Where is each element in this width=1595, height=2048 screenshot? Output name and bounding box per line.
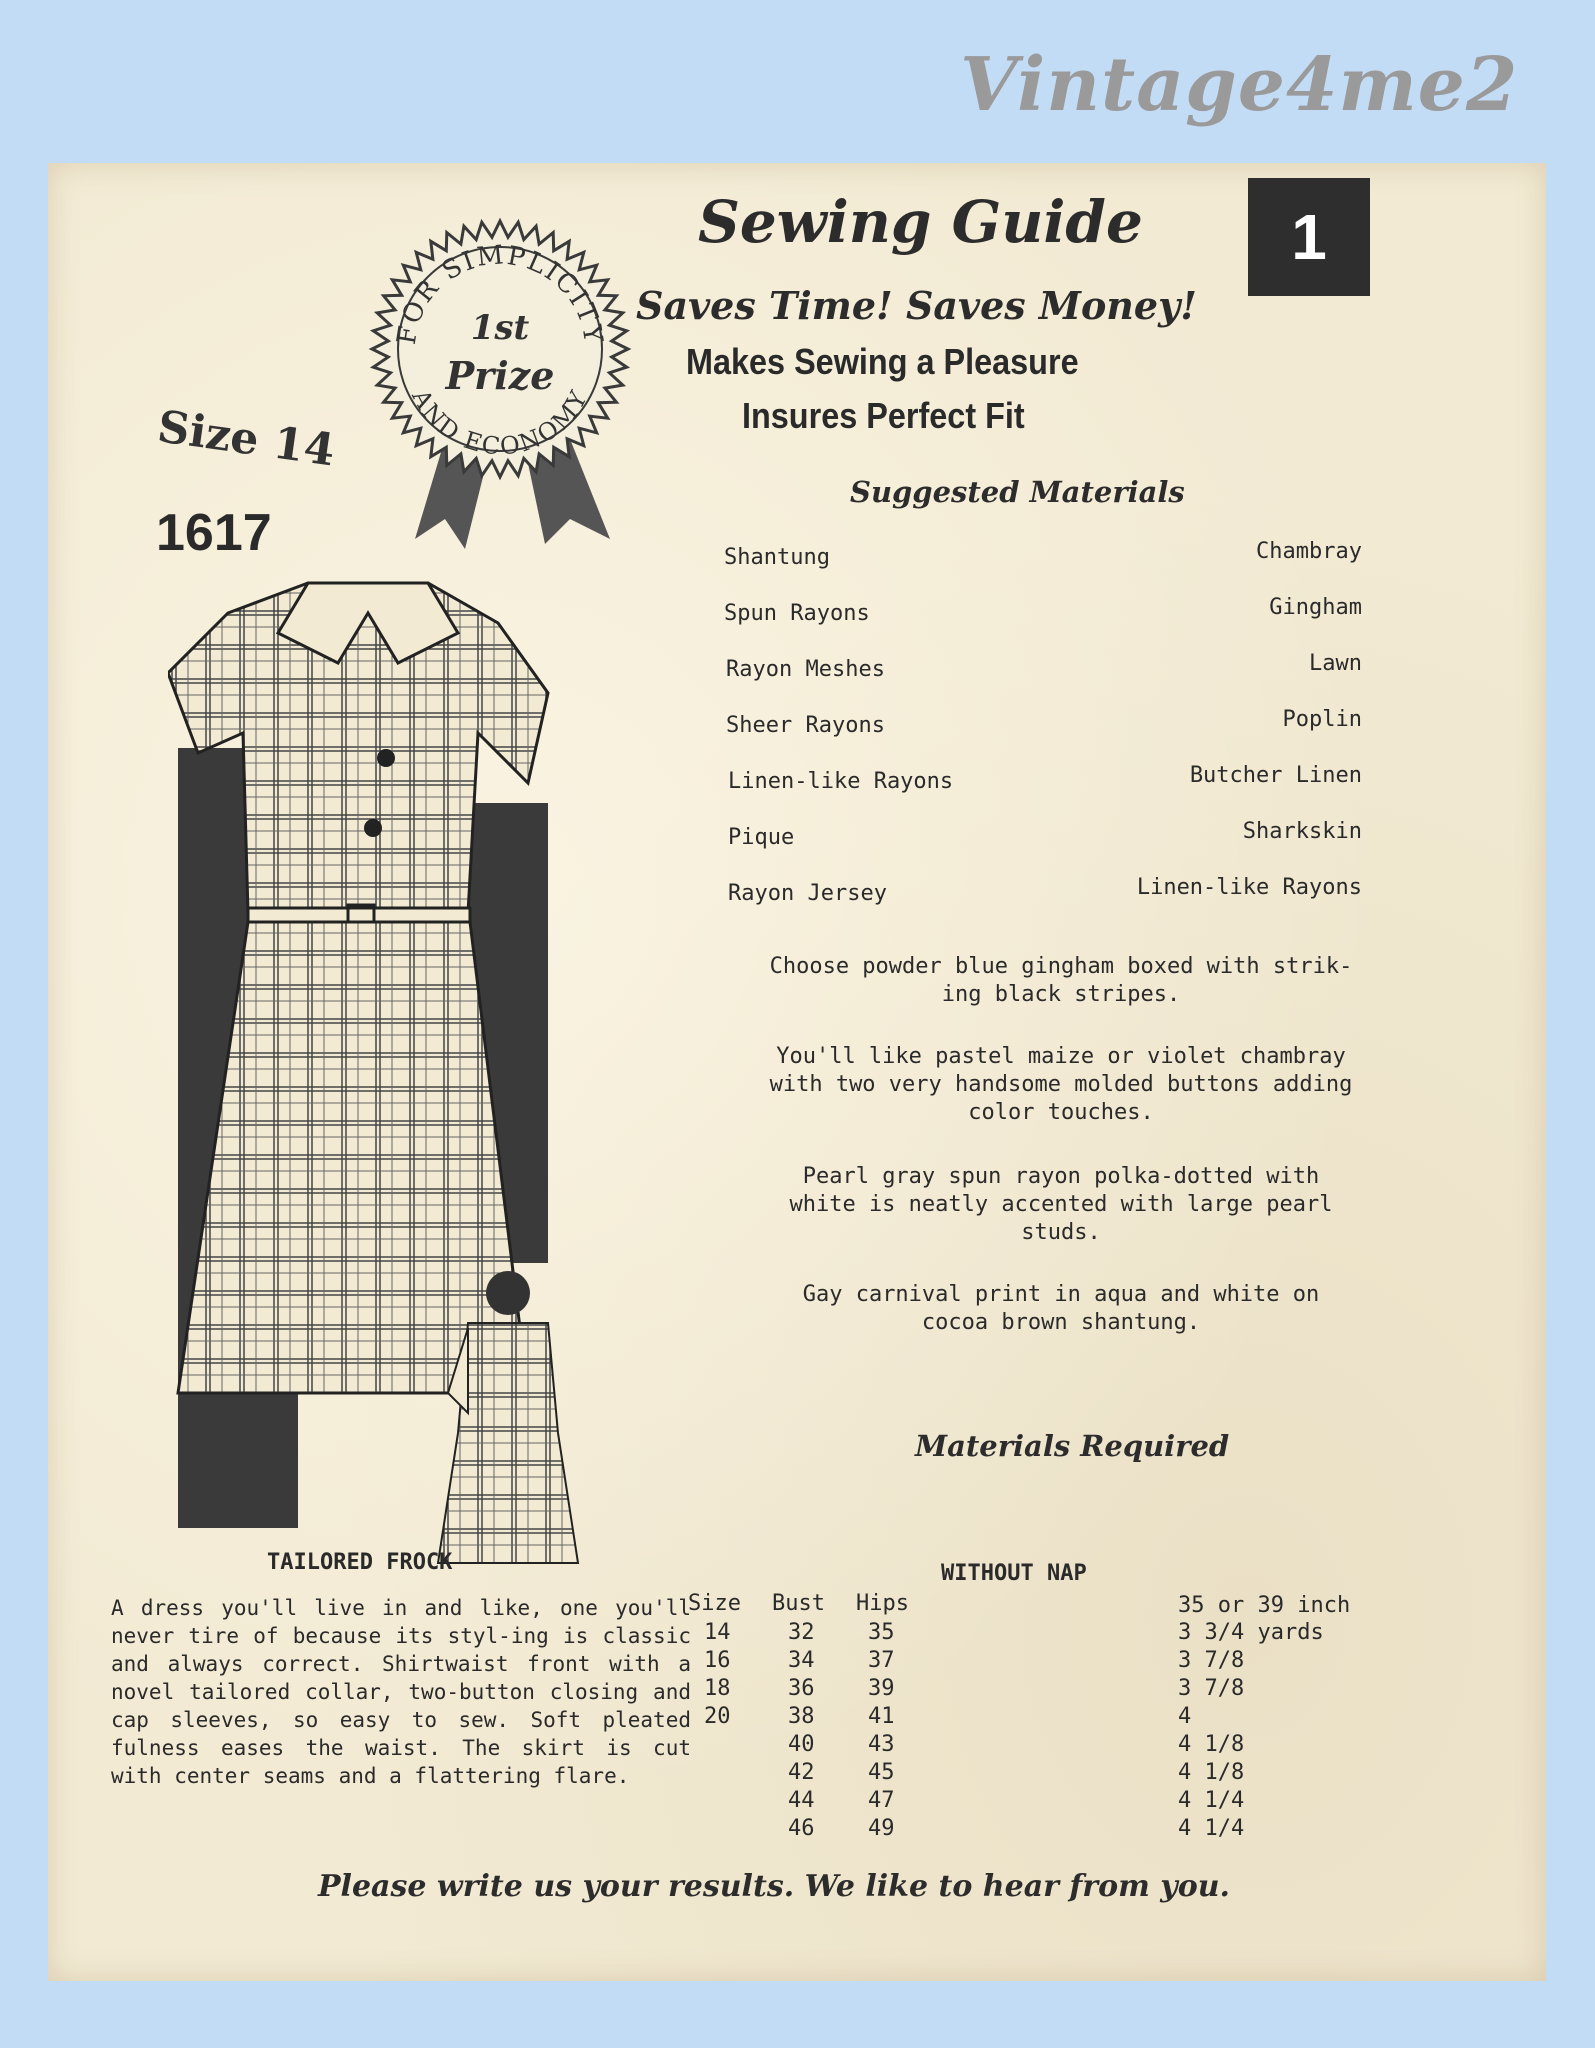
tagline: Saves Time! Saves Money! [636, 283, 1197, 328]
seal-prize-line1: 1st [470, 308, 530, 348]
award-seal-icon [330, 199, 670, 579]
col-header-hips: Hips [856, 1591, 909, 1616]
cell-hips: 37 [868, 1648, 895, 1673]
cell-bust: 44 [788, 1788, 815, 1813]
material-right-2: Gingham [1269, 595, 1362, 620]
sewing-guide-page [48, 163, 1546, 1981]
material-left-1: Shantung [724, 545, 830, 570]
material-left-2: Spun Rayons [724, 601, 870, 626]
seal-bottom-text: AND ECONOMY [406, 384, 594, 461]
materials-table [688, 1619, 1428, 1843]
cell-size: 16 [704, 1648, 731, 1673]
material-left-6: Pique [728, 825, 795, 850]
cell-hips: 41 [868, 1704, 895, 1729]
suggestion-3: Pearl gray spun rayon polka-dotted with white is neatly accented with large pearl studs. [789, 1164, 1333, 1245]
cell-hips: 39 [868, 1676, 895, 1701]
footer-note: Please write us your results. We like to hear from you. [318, 1869, 1230, 1904]
cell-yards: 4 1/4 [1178, 1816, 1245, 1841]
material-right-1: Chambray [1256, 539, 1362, 564]
description-heading: TAILORED FROCK [267, 1550, 453, 1575]
cell-yards: 4 1/4 [1178, 1788, 1245, 1813]
suggested-materials-heading: Suggested Materials [850, 475, 1185, 509]
table-row [688, 1815, 1428, 1843]
cell-hips: 47 [868, 1788, 895, 1813]
subtitle-fit: Insures Perfect Fit [742, 395, 1025, 436]
materials-required-heading: Materials Required [915, 1429, 1230, 1463]
cell-hips: 49 [868, 1816, 895, 1841]
suggestion-2: You'll like pastel maize or violet chambray with two very handsome molded buttons adding color touches. [769, 1044, 1353, 1125]
cell-yards: 3 3/4 yards [1178, 1620, 1324, 1645]
cell-hips: 45 [868, 1760, 895, 1785]
cell-bust: 32 [788, 1620, 815, 1645]
cell-hips: 43 [868, 1732, 895, 1757]
cell-size: 18 [704, 1676, 731, 1701]
page-title: Sewing Guide [698, 188, 1143, 256]
col-header-width: 35 or 39 inch [1178, 1593, 1351, 1618]
material-left-3: Rayon Meshes [726, 657, 885, 682]
pattern-size: Size 14 [154, 401, 338, 477]
cell-yards: 3 7/8 [1178, 1676, 1245, 1701]
cell-hips: 35 [868, 1620, 895, 1645]
watermark: Vintage4me2 [960, 42, 1519, 128]
pattern-number: 1617 [156, 504, 272, 562]
seal-top-text: FOR SIMPLICITY [391, 240, 609, 347]
material-right-6: Sharkskin [1242, 819, 1362, 844]
cell-yards: 4 [1178, 1704, 1192, 1729]
cell-bust: 36 [788, 1676, 815, 1701]
cell-size: 20 [704, 1704, 731, 1729]
material-left-7: Rayon Jersey [728, 881, 887, 906]
cell-size: 14 [704, 1620, 731, 1645]
dress-illustration [168, 573, 608, 1593]
material-right-4: Poplin [1282, 707, 1362, 732]
material-left-5: Linen-like Rayons [728, 769, 954, 794]
material-right-3: Lawn [1309, 651, 1362, 676]
seal-prize-line2: Prize [445, 353, 555, 398]
table-row [688, 1675, 1428, 1703]
cell-yards: 4 1/8 [1178, 1760, 1245, 1785]
col-header-bust: Bust [772, 1591, 825, 1616]
table-row [688, 1647, 1428, 1675]
cell-bust: 34 [788, 1648, 815, 1673]
description-text: A dress you'll live in and like, one you'll never tire of because its styl-ing is classic and always correct. Shirtwaist front with a novel tailored collar, two-button closing and cap sleeves, so easy to sew. Soft pleated fulness eases the waist. The skirt is cut with center seams and a flattering flare. [111, 1596, 691, 1788]
suggestion-1: Choose powder blue gingham boxed with strik-ing black stripes. [769, 954, 1353, 1007]
material-left-4: Sheer Rayons [726, 713, 885, 738]
table-row [688, 1731, 1428, 1759]
table-row [688, 1619, 1428, 1647]
table-row [688, 1703, 1428, 1731]
subtitle-pleasure: Makes Sewing a Pleasure [686, 341, 1079, 382]
cell-bust: 42 [788, 1760, 815, 1785]
col-header-size: Size [688, 1591, 741, 1616]
table-row [688, 1787, 1428, 1815]
page-number-badge: 1 [1248, 178, 1370, 296]
cell-bust: 46 [788, 1816, 815, 1841]
material-right-5: Butcher Linen [1189, 763, 1362, 788]
without-nap-heading: WITHOUT NAP [941, 1561, 1087, 1586]
cell-bust: 38 [788, 1704, 815, 1729]
cell-bust: 40 [788, 1732, 815, 1757]
table-row [688, 1759, 1428, 1787]
material-right-7: Linen-like Rayons [1136, 875, 1362, 900]
cell-yards: 3 7/8 [1178, 1648, 1245, 1673]
cell-yards: 4 1/8 [1178, 1732, 1245, 1757]
suggestion-4: Gay carnival print in aqua and white on cocoa brown shantung. [802, 1282, 1320, 1335]
